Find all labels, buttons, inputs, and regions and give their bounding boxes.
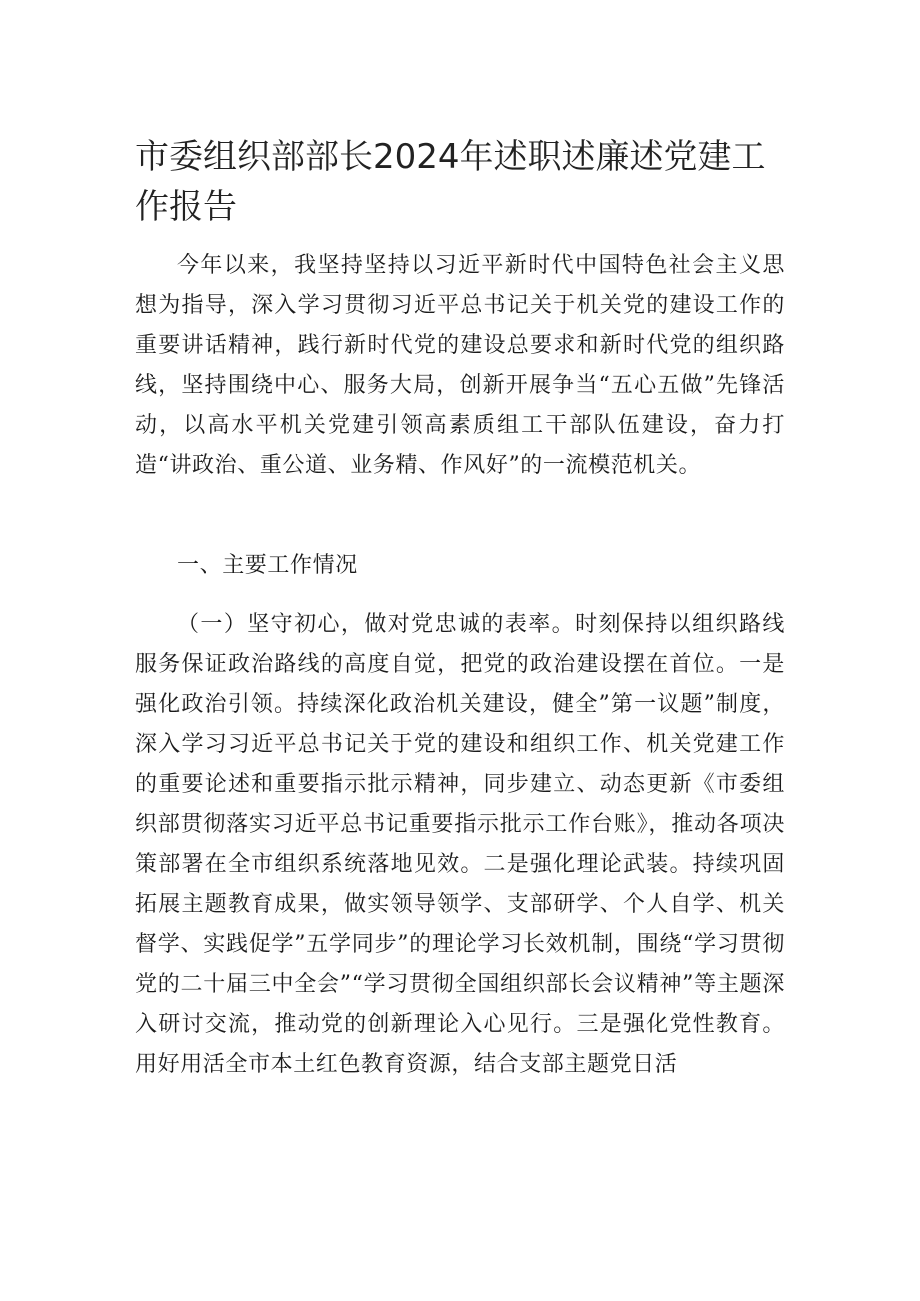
section-paragraph: （一）坚守初心，做对党忠诚的表率。时刻保持以组织路线服务保证政治路线的高度自觉，把党的政治建设摆在首位。一是强化政治引领。持续深化政治机关建设，健全”第一议题”制度，深入学习习近平总书记关于党的建设和组织工作、机关党建工作的重要论述和重要指示批示精神，同步建立、动态更新《市委组织部贯彻落实习近平总书记重要指示批示工作台账》，推动各项决策部署在全市组织系统落地见效。二是强化理论武装。持续巩固拓展主题教育成果，做实领导领学、支部研学、个人自学、机关督学、实践促学”五学同步”的理论学习长效机制，围绕“学习贯彻党的二十届三中全会”“学习贯彻全国组织部长会议精神”等主题深入研讨交流，推动党的创新理论入心见行。三是强化党性教育。用好用活全市本土红色教育资源，结合支部主题党日活 <box>135 612 785 1077</box>
document-title: 市委组织部部长2024年述职述廉述党建工作报告 <box>135 137 766 227</box>
intro-paragraph: 今年以来，我坚持坚持以习近平新时代中国特色社会主义思想为指导，深入学习贯彻习近平总书记关于机关党的建设工作的重要讲话精神，践行新时代党的建设总要求和新时代党的组织路线，坚持围绕中心、服务大局，创新开展争当“五心五做”先锋活动，以高水平机关党建引领高素质组工干部队伍建设，奋力打造“讲政治、重公道、业务精、作风好”的一流模范机关。 <box>135 253 785 478</box>
section-heading: 一、主要工作情况 <box>177 553 358 578</box>
